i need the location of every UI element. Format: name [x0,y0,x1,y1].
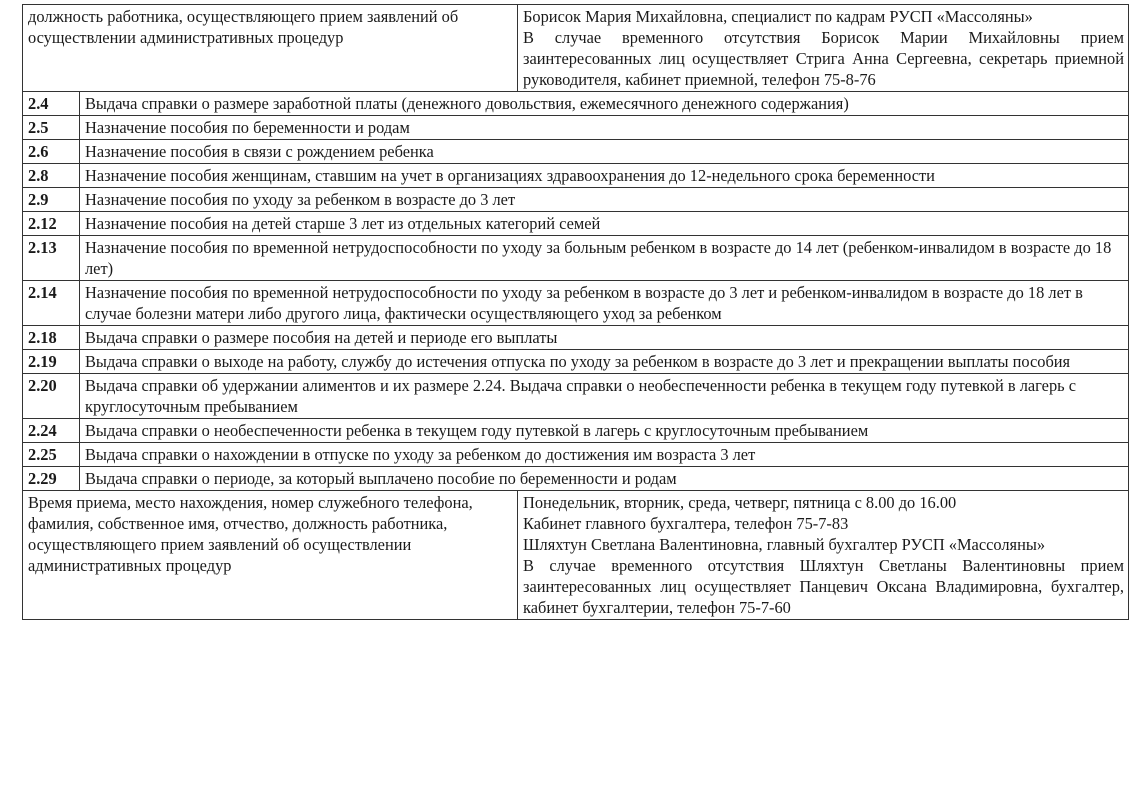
top-right-line: Борисок Мария Михайловна, специалист по кадрам РУСП «Массоляны» [523,7,1033,26]
bottom-right-line: Шляхтун Светлана Валентиновна, главный бухгалтер РУСП «Массоляны» [523,535,1046,554]
top-right-cell [518,5,1129,92]
procedure-number: 2.12 [23,212,80,236]
procedure-row [23,281,1129,326]
procedure-row [23,326,1129,350]
bottom-right-line: Кабинет главного бухгалтера, телефон 75-7-83 [523,514,849,533]
procedure-name: Выдача справки о нахождении в отпуске по уходу за ребенком до достижения им возраста 3 лет [80,443,1129,467]
bottom-right-line: Понедельник, вторник, среда, четверг, пятница с 8.00 до 16.00 [523,493,957,512]
procedures-table [22,4,1129,620]
procedure-name: Назначение пособия по беременности и родам [80,116,1129,140]
procedure-name: Назначение пособия по временной нетрудоспособности по уходу за больным ребенком в возрасте до 14 лет (ребенком-инвалидом в возрасте до 18 лет) [80,236,1129,281]
procedure-row [23,140,1129,164]
procedure-number: 2.25 [23,443,80,467]
procedure-name: Назначение пособия женщинам, ставшим на учет в организациях здравоохранения до 12-недельного срока беременности [80,164,1129,188]
procedure-number: 2.24 [23,419,80,443]
top-left-cell [23,5,518,92]
procedure-name: Выдача справки о выходе на работу, службу до истечения отпуска по уходу за ребенком в возрасте до 3 лет и прекращении выплаты пособия [80,350,1129,374]
procedure-row [23,467,1129,491]
top-left-text: должность работника, осуществляющего прием заявлений об осуществлении административных процедур [28,7,459,47]
top-contact-row [23,5,1129,92]
bottom-left-text: Время приема, место нахождения, номер служебного телефона, фамилия, собственное имя, отчество, должность работника, осуществляющего прием заявлений об осуществлении административных процедур [28,493,473,575]
procedure-number: 2.13 [23,236,80,281]
procedure-number: 2.5 [23,116,80,140]
procedure-row [23,374,1129,419]
procedure-number: 2.29 [23,467,80,491]
procedure-row [23,212,1129,236]
procedure-number: 2.9 [23,188,80,212]
procedure-row [23,419,1129,443]
procedure-row [23,116,1129,140]
procedure-name: Назначение пособия в связи с рождением ребенка [80,140,1129,164]
procedure-row [23,443,1129,467]
bottom-contact-row [23,491,1129,620]
procedure-number: 2.6 [23,140,80,164]
bottom-right-line: В случае временного отсутствия Шляхтун Светланы Валентиновны прием заинтересованных лиц осуществляет Панцевич Оксана Владимировна, бухгалтер, кабинет бухгалтерии, телефон 75-7-60 [523,556,1124,617]
procedure-number: 2.18 [23,326,80,350]
procedure-row [23,188,1129,212]
procedure-name: Назначение пособия на детей старше 3 лет из отдельных категорий семей [80,212,1129,236]
document-sheet [22,4,1128,620]
procedure-name: Выдача справки об удержании алиментов и их размере 2.24. Выдача справки о необеспеченности ребенка в текущем году путевкой в лагерь с круглосуточным пребыванием [80,374,1129,419]
procedure-row [23,92,1129,116]
procedure-name: Выдача справки о необеспеченности ребенка в текущем году путевкой в лагерь с круглосуточным пребыванием [80,419,1129,443]
procedure-number: 2.14 [23,281,80,326]
procedure-number: 2.20 [23,374,80,419]
procedure-number: 2.19 [23,350,80,374]
procedure-row [23,164,1129,188]
procedure-name: Выдача справки о размере заработной платы (денежного довольствия, ежемесячного денежного содержания) [80,92,1129,116]
procedure-name: Назначение пособия по уходу за ребенком в возрасте до 3 лет [80,188,1129,212]
bottom-left-cell [23,491,518,620]
procedure-row [23,350,1129,374]
procedure-number: 2.4 [23,92,80,116]
procedure-name: Выдача справки о периоде, за который выплачено пособие по беременности и родам [80,467,1129,491]
procedure-name: Назначение пособия по временной нетрудоспособности по уходу за ребенком в возрасте до 3 лет и ребенком-инвалидом в возрасте до 18 лет в случае болезни матери либо другого лица, фактически осуществляющего уход за ребенком [80,281,1129,326]
top-right-line: В случае временного отсутствия Борисок Марии Михайловны прием заинтересованных лиц осуществляет Стрига Анна Сергеевна, секретарь приемной руководителя, кабинет приемной, телефон 75-8-76 [523,28,1124,89]
procedure-name: Выдача справки о размере пособия на детей и периоде его выплаты [80,326,1129,350]
bottom-right-cell [518,491,1129,620]
procedure-row [23,236,1129,281]
procedure-number: 2.8 [23,164,80,188]
